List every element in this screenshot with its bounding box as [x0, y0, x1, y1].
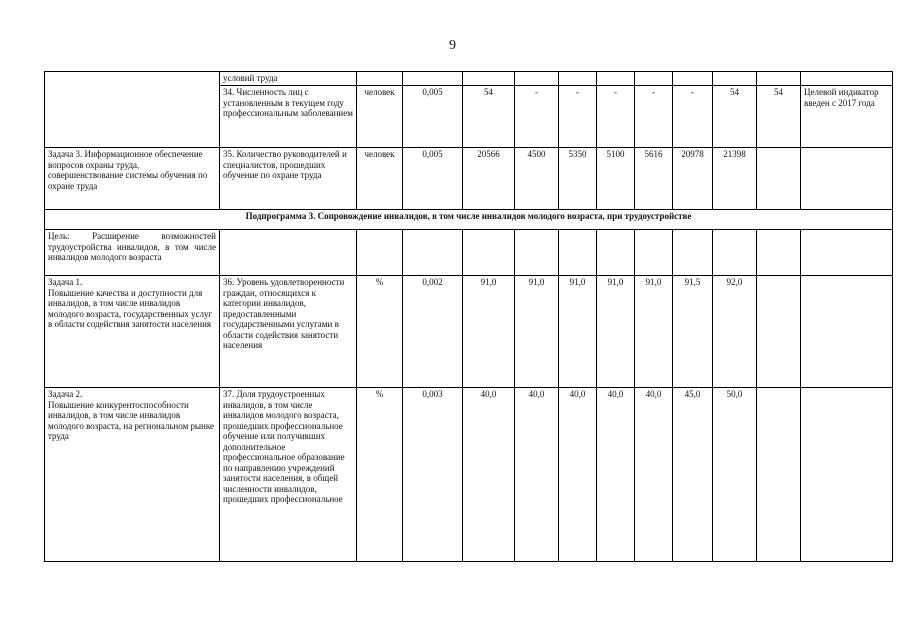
- subprogram-title: Подпрограмма 3. Сопровождение инвалидов, в том числе инвалидов молодого возраста, при трудоустройстве: [45, 210, 893, 230]
- note-cell: Целевой индикатор введен с 2017 года: [801, 86, 893, 148]
- table-row: [45, 388, 893, 562]
- value-cell: 20978: [673, 148, 713, 210]
- value-cell: [713, 72, 757, 86]
- note-cell: [801, 388, 893, 562]
- value-cell: [515, 72, 559, 86]
- value-cell: [757, 148, 801, 210]
- value-cell: [597, 72, 635, 86]
- unit-cell: %: [357, 388, 403, 562]
- note-cell: [801, 276, 893, 388]
- value-cell: 91,0: [515, 276, 559, 388]
- value-cell: 91,0: [559, 276, 597, 388]
- value-cell: 91,0: [463, 276, 515, 388]
- value-cell: [757, 388, 801, 562]
- goal-cell: Задача 3. Информационное обеспечение вопросов охраны труда, совершенствование системы обучения по охране труда: [45, 148, 220, 210]
- subprogram-row: [45, 210, 893, 230]
- goal-cell: Задача 1. Повышение качества и доступности для инвалидов, в том числе инвалидов молодого возраста, государственных услуг в области содействия занятости населения: [45, 276, 220, 388]
- unit-cell: %: [357, 276, 403, 388]
- value-cell: 91,5: [673, 276, 713, 388]
- value-cell: 21398: [713, 148, 757, 210]
- page-number: 9: [449, 38, 456, 53]
- indicator-cell: 35. Количество руководителей и специалистов, прошедших обучение по охране труда: [220, 148, 357, 210]
- value-cell: 4500: [515, 148, 559, 210]
- table-row: [45, 276, 893, 388]
- value-cell: -: [559, 86, 597, 148]
- unit-cell: [357, 72, 403, 86]
- indicator-cell: 34. Численность лиц с установленным в текущем году профессиональным заболеванием: [220, 86, 357, 148]
- value-cell: 40,0: [463, 388, 515, 562]
- value-cell: 40,0: [635, 388, 673, 562]
- value-cell: -: [515, 86, 559, 148]
- weight-cell: 0,005: [403, 86, 463, 148]
- value-cell: 40,0: [597, 388, 635, 562]
- value-cell: [757, 72, 801, 86]
- indicator-cell: условий труда: [220, 72, 357, 86]
- value-cell: 20566: [463, 148, 515, 210]
- goal-cell: Задача 2. Повышение конкурентоспособности инвалидов, в том числе инвалидов молодого возраста, на региональном рынке труда: [45, 388, 220, 562]
- weight-cell: 0,002: [403, 276, 463, 388]
- note-cell: [801, 148, 893, 210]
- weight-cell: 0,005: [403, 148, 463, 210]
- value-cell: 91,0: [635, 276, 673, 388]
- value-cell: [559, 72, 597, 86]
- value-cell: 5100: [597, 148, 635, 210]
- value-cell: [757, 276, 801, 388]
- table-row: [45, 148, 893, 210]
- table-row: [45, 230, 893, 276]
- value-cell: -: [597, 86, 635, 148]
- unit-cell: человек: [357, 148, 403, 210]
- value-cell: -: [673, 86, 713, 148]
- indicator-cell: 36. Уровень удовлетворенности граждан, относящихся к категории инвалидов, предоставленными государственными услугами в области содействия занятости населения: [220, 276, 357, 388]
- value-cell: 40,0: [559, 388, 597, 562]
- value-cell: [463, 72, 515, 86]
- goal-cell: [45, 72, 220, 148]
- value-cell: -: [635, 86, 673, 148]
- value-cell: 40,0: [515, 388, 559, 562]
- table-row: [45, 72, 893, 86]
- indicator-cell: 37. Доля трудоустроенных инвалидов, в том числе инвалидов молодого возраста, прошедших профессиональное обучение или получивших дополнительное профессиональное образование по направлению учреждений занятости населения, в общей численности инвалидов, прошедших профессиональное: [220, 388, 357, 562]
- value-cell: 54: [713, 86, 757, 148]
- weight-cell: 0,003: [403, 388, 463, 562]
- value-cell: [673, 72, 713, 86]
- weight-cell: [403, 72, 463, 86]
- goal-cell: Цель: Расширение возможностей трудоустройства инвалидов, в том числе инвалидов молодого возраста: [45, 230, 220, 276]
- value-cell: 45,0: [673, 388, 713, 562]
- value-cell: 91,0: [597, 276, 635, 388]
- value-cell: 54: [463, 86, 515, 148]
- unit-cell: человек: [357, 86, 403, 148]
- value-cell: 92,0: [713, 276, 757, 388]
- value-cell: 54: [757, 86, 801, 148]
- value-cell: 5616: [635, 148, 673, 210]
- note-cell: [801, 72, 893, 86]
- indicators-table: [44, 71, 893, 562]
- value-cell: [635, 72, 673, 86]
- value-cell: 5350: [559, 148, 597, 210]
- value-cell: 50,0: [713, 388, 757, 562]
